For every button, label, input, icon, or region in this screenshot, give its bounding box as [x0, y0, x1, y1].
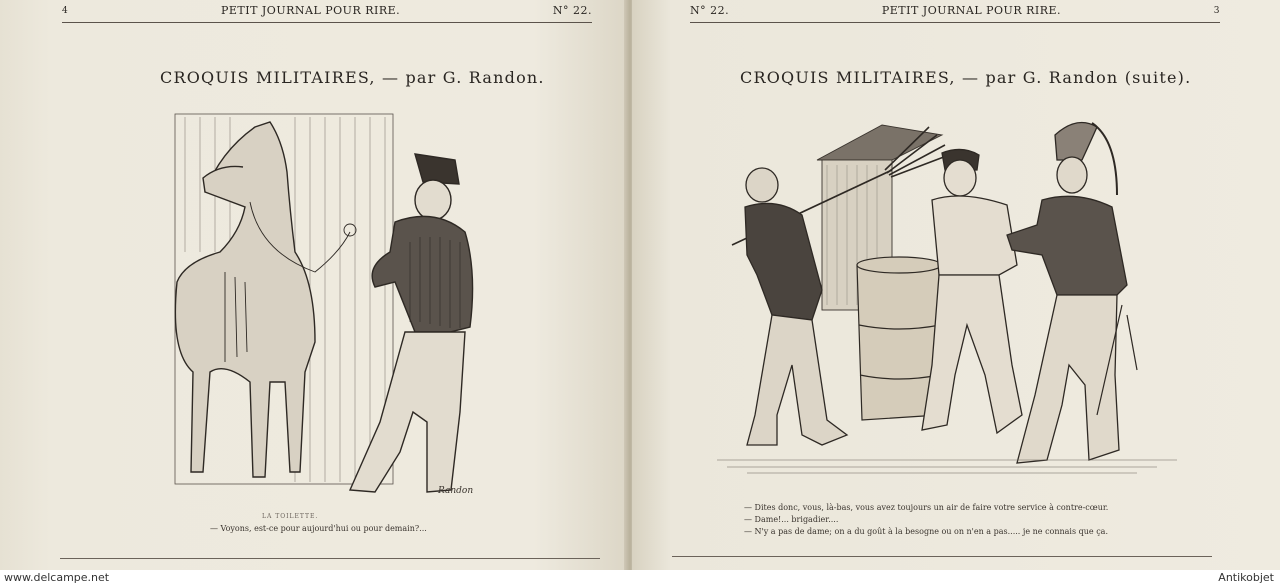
left-caption: — Voyons, est-ce pour aujourd'hui ou pour demain?... [210, 524, 427, 533]
seller-watermark: Antikobjet [1218, 571, 1274, 584]
right-caption-line-3: — N'y a pas de dame; on a du goût à la besogne ou on n'en a pas..... je ne connais que ça. [744, 527, 1108, 536]
left-bottom-rule [60, 558, 600, 559]
left-page-header [62, 4, 592, 17]
right-page-title: CROQUIS MILITAIRES, — par G. Randon (suite). [740, 68, 1192, 87]
watermark-bar [0, 570, 1280, 586]
left-page [0, 0, 628, 570]
right-page-header [690, 4, 1220, 17]
right-caption-line-1: — Dites donc, vous, là-bas, vous avez toujours un air de faire votre service à contre-cœur. [744, 503, 1109, 512]
left-page-number: 4 [62, 5, 69, 16]
header-rule [62, 22, 592, 23]
right-issue-number: N° 22. [690, 4, 730, 17]
right-bottom-rule [672, 556, 1212, 557]
horse-and-soldier-illustration [165, 112, 485, 502]
left-issue-number: N° 22. [552, 4, 592, 17]
right-caption-line-2: — Dame!... brigadier.... [744, 515, 839, 524]
source-site-watermark: www.delcampe.net [4, 571, 110, 584]
artist-signature: Randon [438, 486, 474, 496]
right-page [632, 0, 1280, 570]
header-rule [690, 22, 1220, 23]
left-page-title: CROQUIS MILITAIRES, — par G. Randon. [160, 68, 545, 87]
right-running-title: PETIT JOURNAL POUR RIRE. [881, 4, 1062, 17]
left-caption-title: LA TOILETTE. [262, 513, 319, 520]
soldiers-with-barrel-illustration [717, 115, 1197, 490]
left-running-title: PETIT JOURNAL POUR RIRE. [220, 4, 401, 17]
right-page-number: 3 [1213, 5, 1220, 16]
